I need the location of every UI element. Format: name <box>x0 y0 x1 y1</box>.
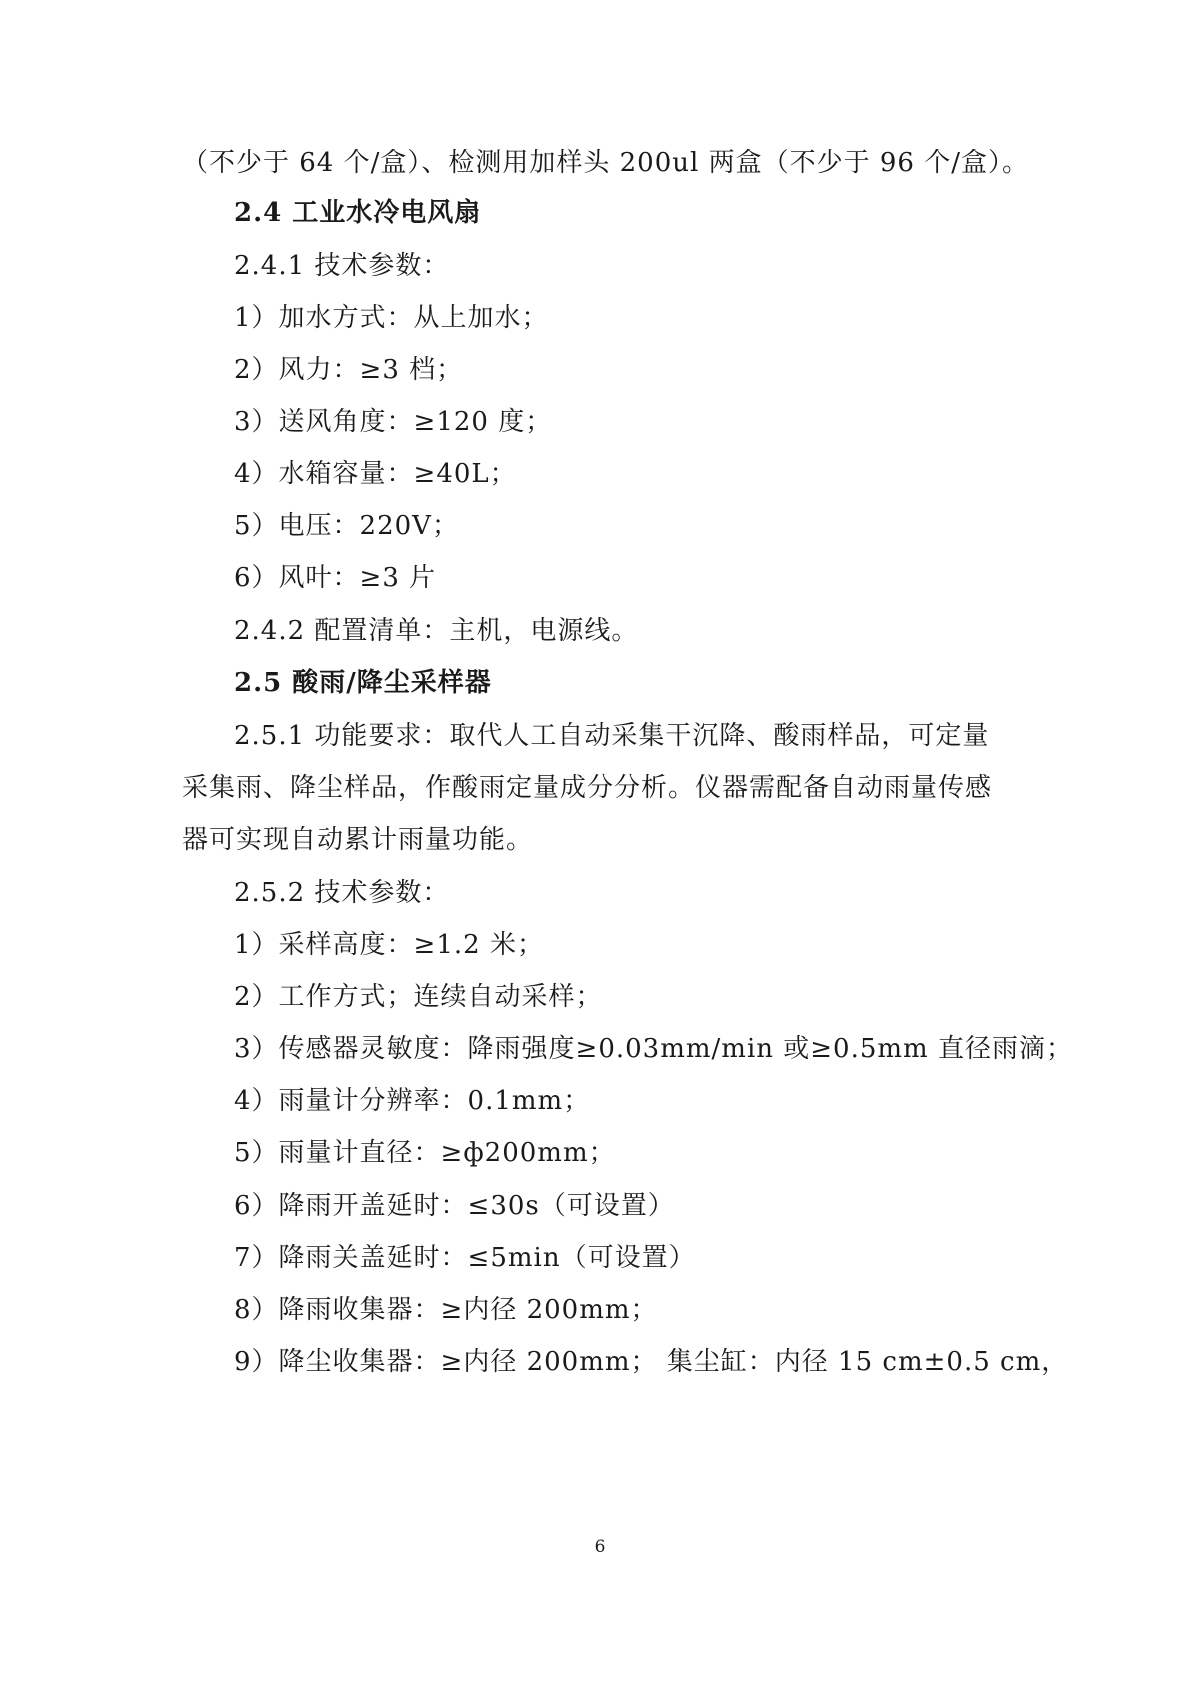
text-line-continuation: （不少于 64 个/盒）、检测用加样头 200ul 两盒（不少于 96 个/盒）。 <box>182 148 1029 178</box>
list-item: 7）降雨关盖延时：≤5min（可设置） <box>234 1243 696 1273</box>
subsection-heading-2-5-2: 2.5.2 技术参数： <box>234 878 450 908</box>
subsection-heading-2-4-1: 2.4.1 技术参数： <box>234 251 450 281</box>
paragraph-line: 采集雨、降尘样品，作酸雨定量成分分析。仪器需配备自动雨量传感 <box>182 773 993 803</box>
section-heading-2-4: 2.4 工业水冷电风扇 <box>234 198 482 228</box>
list-item: 9）降尘收集器：≥内径 200mm； 集尘缸：内径 15 cm±0.5 cm， <box>234 1347 1069 1377</box>
list-item: 4）水箱容量：≥40L； <box>234 459 517 489</box>
list-item: 3）传感器灵敏度：降雨强度≥0.03mm/min 或≥0.5mm 直径雨滴； <box>234 1034 1073 1064</box>
list-item: 4）雨量计分辨率：0.1mm； <box>234 1086 591 1116</box>
list-item: 2）工作方式；连续自动采样； <box>234 982 603 1012</box>
list-item: 5）电压：220V； <box>234 511 459 541</box>
list-item: 5）雨量计直径：≥ф200mm； <box>234 1138 616 1168</box>
subsection-heading-2-4-2: 2.4.2 配置清单：主机，电源线。 <box>234 616 639 646</box>
list-item: 6）降雨开盖延时：≤30s（可设置） <box>234 1191 675 1221</box>
list-item: 6）风叶：≥3 片 <box>234 563 437 593</box>
section-heading-2-5: 2.5 酸雨/降尘采样器 <box>234 668 492 698</box>
list-item: 8）降雨收集器：≥内径 200mm； <box>234 1295 658 1325</box>
paragraph-line: 2.5.1 功能要求：取代人工自动采集干沉降、酸雨样品，可定量 <box>234 721 990 751</box>
list-item: 2）风力：≥3 档； <box>234 355 464 385</box>
page-number: 6 <box>594 1537 606 1557</box>
list-item: 1）采样高度：≥1.2 米； <box>234 930 544 960</box>
list-item: 1）加水方式：从上加水； <box>234 303 549 333</box>
paragraph-line: 器可实现自动累计雨量功能。 <box>182 825 534 855</box>
list-item: 3）送风角度：≥120 度； <box>234 407 553 437</box>
